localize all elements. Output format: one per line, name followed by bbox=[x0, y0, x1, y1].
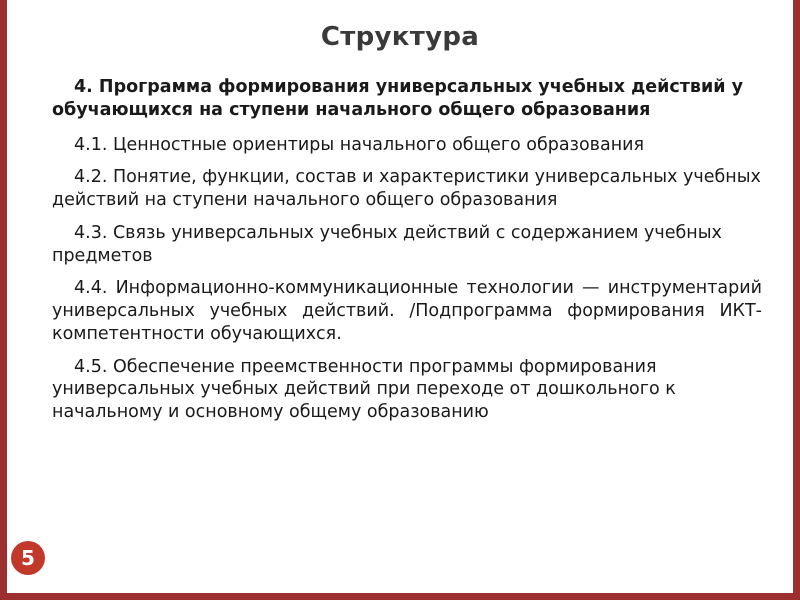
right-accent-bar bbox=[793, 0, 800, 600]
body-paragraph-4: 4.3. Связь универсальных учебных действий с содержанием учебных предметов bbox=[52, 222, 722, 266]
body-paragraph-5: 4.4. Информационно-коммуникационные технологии — инструментарий универсальных учебных действий. /Подпрограмма формирования ИКТ-компетентности обучающихся. bbox=[52, 278, 762, 344]
slide-number-badge: 5 bbox=[11, 541, 45, 575]
body-paragraph-1: 4. Программа формирования универсальных учебных действий у обучающихся на ступени начального общего образования bbox=[52, 77, 743, 120]
left-accent-bar bbox=[0, 0, 7, 600]
body-paragraph-6: 4.5. Обеспечение преемственности программы формирования универсальных учебных действий при переходе от дошкольного к начальному и основному общему образованию bbox=[52, 356, 676, 422]
body-paragraph-2: 4.1. Ценностные ориентиры начального общего образования bbox=[74, 134, 645, 155]
left-accent-bar-gap bbox=[7, 0, 10, 600]
slide-title: Структура bbox=[320, 22, 480, 52]
bottom-accent-bar bbox=[0, 593, 800, 600]
body-paragraph-3: 4.2. Понятие, функции, состав и характеристики универсальных учебных действий на ступени начального общего образования bbox=[52, 167, 761, 210]
slide-body bbox=[52, 76, 762, 424]
